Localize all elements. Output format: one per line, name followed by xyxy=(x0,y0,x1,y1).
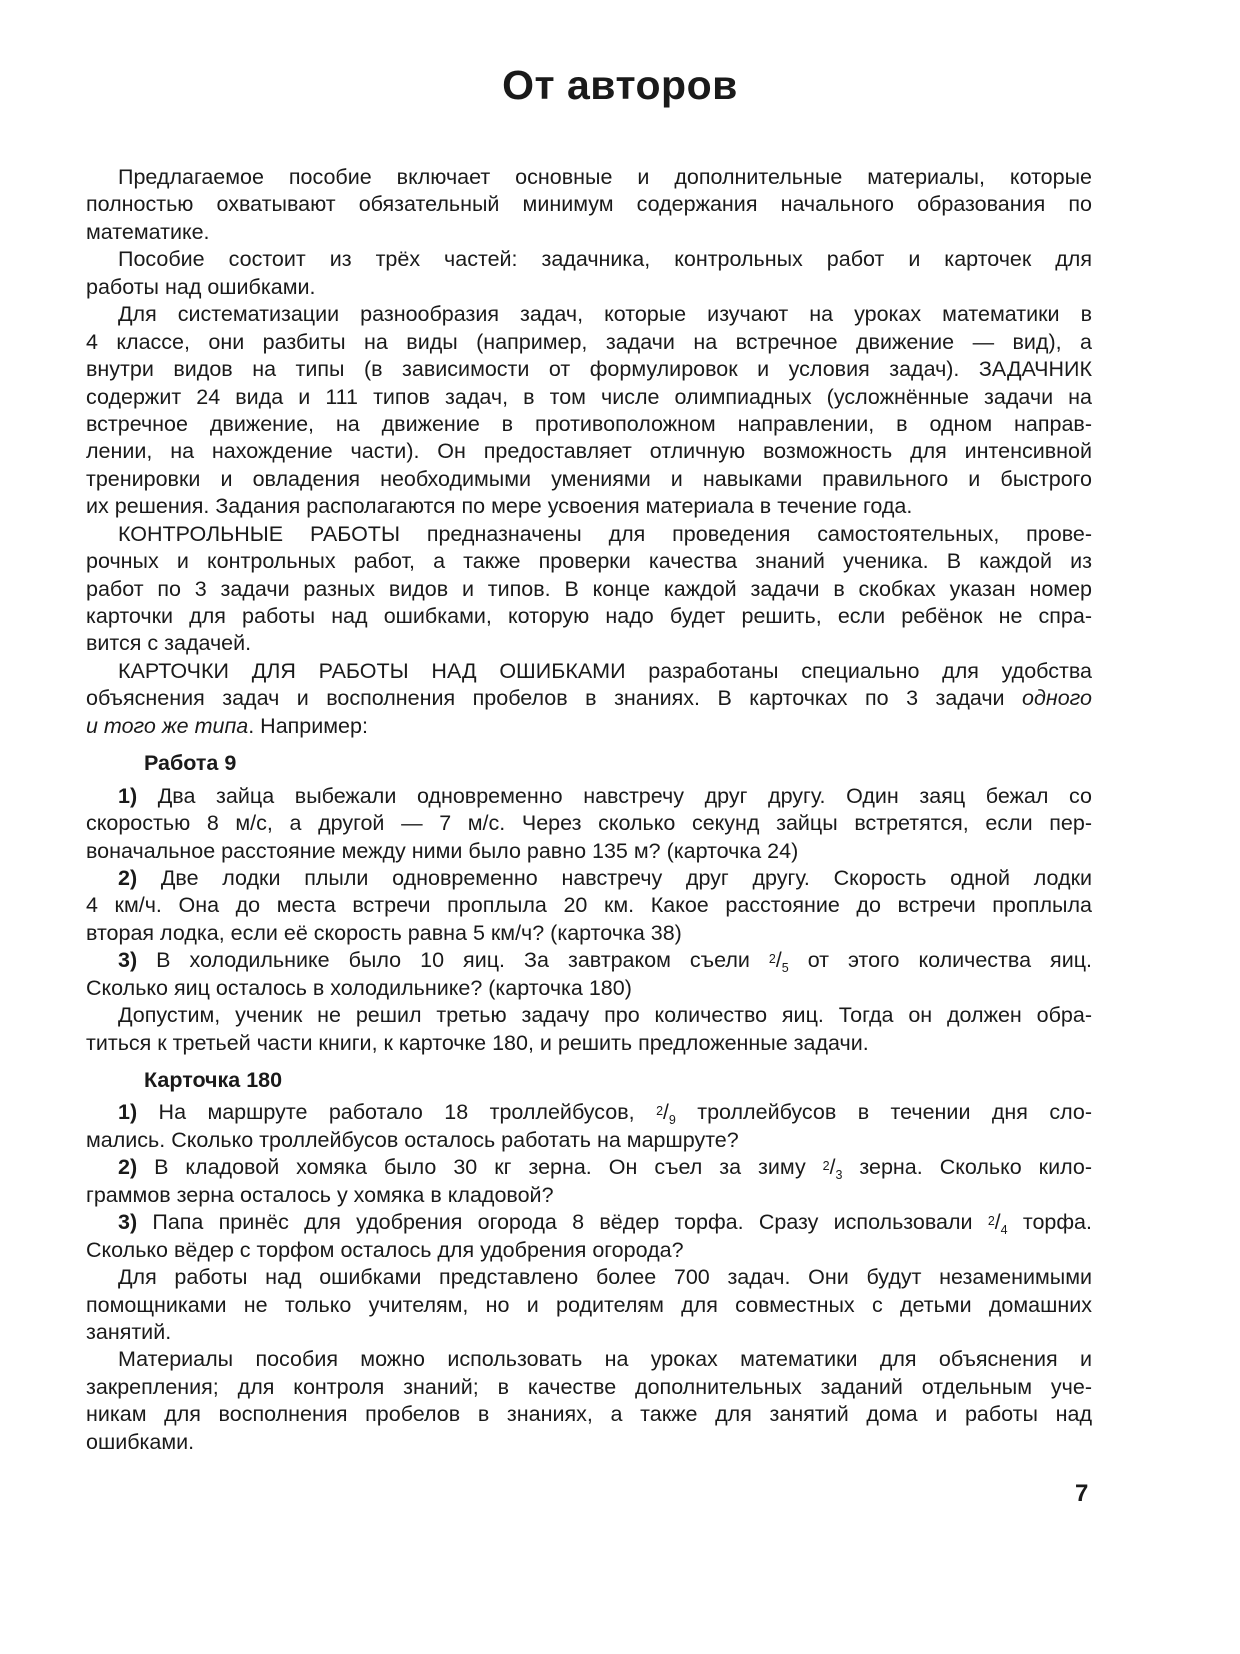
fraction-denominator: 4 xyxy=(1000,1223,1008,1238)
text-line xyxy=(86,1182,1092,1209)
text-line xyxy=(86,548,1092,575)
fraction xyxy=(988,1209,1008,1239)
item-number: 3) xyxy=(118,1210,138,1235)
text-line xyxy=(86,1209,1092,1236)
text-run: На маршруте работало 18 троллейбусов, xyxy=(137,1100,657,1125)
text-line xyxy=(86,685,1092,712)
text-line xyxy=(86,1002,1092,1029)
text-run: Две лодки плыли одновременно навстречу друг другу. Скорость одной лодки xyxy=(137,865,1092,890)
text-run: троллейбусов в течении дня сло- xyxy=(675,1100,1092,1125)
text-run: КОНТРОЛЬНЫЕ РАБОТЫ предназначены для проведения самостоятельных, прове- xyxy=(118,521,1092,546)
text-run: скоростью 8 м/с, а другой — 7 м/с. Через сколько секунд зайцы встретятся, если пер- xyxy=(86,811,1092,836)
text-line xyxy=(86,356,1092,383)
paragraph xyxy=(86,1002,1092,1057)
text-line xyxy=(86,920,1092,947)
text-line xyxy=(86,1319,1092,1346)
item-number: 2) xyxy=(118,1155,138,1180)
text-line xyxy=(86,947,1092,974)
text-run: титься к третьей части книги, к карточке 180, и решить предложенные задачи. xyxy=(86,1030,869,1055)
item-number: 3) xyxy=(118,948,138,973)
text-line xyxy=(86,411,1092,438)
item-number: 1) xyxy=(118,783,138,808)
section-heading: Работа 9 xyxy=(144,751,237,776)
text-run: Сколько яиц осталось в холодильнике? (карточка 180) xyxy=(86,975,632,1000)
text-run: Два зайца выбежали одновременно навстречу друг другу. Один заяц бежал со xyxy=(137,783,1092,808)
text-run: КАРТОЧКИ ДЛЯ РАБОТЫ НАД ОШИБКАМИ разработаны специально для удобства xyxy=(118,658,1092,683)
text-run: Для работы над ошибками представлено более 700 задач. Они будут незаменимыми xyxy=(118,1265,1092,1290)
text-run: воначальное расстояние между ними было равно 135 м? (карточка 24) xyxy=(86,838,799,863)
text-line xyxy=(86,1264,1092,1291)
paragraph xyxy=(86,1154,1092,1209)
text-line xyxy=(86,1237,1092,1264)
text-line xyxy=(86,329,1092,356)
item-number: 2) xyxy=(118,865,138,890)
text-line xyxy=(86,521,1092,548)
paragraph xyxy=(86,1264,1092,1346)
text-line xyxy=(86,603,1092,630)
text-line xyxy=(86,576,1092,603)
text-line xyxy=(86,384,1092,411)
fraction-slash: / xyxy=(829,1156,836,1180)
text-line xyxy=(86,975,1092,1002)
item-number: 1) xyxy=(118,1100,138,1125)
document-body xyxy=(86,164,1092,1456)
text-run: рочных и контрольных работ, а также проверки качества знаний ученика. В каждой из xyxy=(86,549,1092,574)
paragraph xyxy=(86,1209,1092,1264)
text-line xyxy=(86,191,1092,218)
text-line xyxy=(86,1127,1092,1154)
text-line xyxy=(86,438,1092,465)
paragraph xyxy=(86,1099,1092,1154)
text-line xyxy=(86,1154,1092,1181)
text-line xyxy=(86,1346,1092,1373)
text-line xyxy=(86,892,1092,919)
text-line xyxy=(86,865,1092,892)
paragraph xyxy=(86,164,1092,246)
text-run: карточки для работы над ошибками, которую надо будет решить, если ребёнок не спра- xyxy=(86,604,1092,628)
text-line xyxy=(86,1401,1092,1428)
fraction-numerator: 2 xyxy=(768,952,776,967)
text-run: объяснения задач и восполнения пробелов в знаниях. В карточках по 3 задачи xyxy=(86,686,1023,711)
text-run: работы над ошибками. xyxy=(86,274,316,299)
text-line xyxy=(86,1030,1092,1057)
fraction xyxy=(823,1154,843,1184)
fraction xyxy=(769,947,789,977)
text-line xyxy=(86,274,1092,301)
text-run: граммов зерна осталось у хомяка в кладовой? xyxy=(86,1182,554,1207)
paragraph xyxy=(86,301,1092,521)
fraction-denominator: 9 xyxy=(668,1113,676,1128)
fraction-denominator: 3 xyxy=(835,1168,843,1183)
text-line xyxy=(86,466,1092,493)
fraction-slash: / xyxy=(994,1211,1001,1235)
text-run: помощниками не только учителям, но и родителям для совместных с детьми домашних xyxy=(86,1292,1092,1317)
fraction-slash: / xyxy=(775,949,782,973)
text-run: работ по 3 задачи разных видов и типов. В конце каждой задачи в скобках указан номер xyxy=(86,576,1092,601)
text-line xyxy=(86,630,1092,657)
text-line xyxy=(86,1429,1092,1456)
text-line xyxy=(86,838,1092,865)
text-run: математике. xyxy=(86,219,210,244)
page-number: 7 xyxy=(1075,1480,1089,1507)
text-run: от этого количества яиц. xyxy=(788,948,1092,973)
text-line xyxy=(86,658,1092,685)
text-run: Предлагаемое пособие включает основные и дополнительные материалы, которые xyxy=(118,165,1092,189)
text-run: Материалы пособия можно использовать на уроках математики для объяснения и xyxy=(118,1347,1092,1372)
fraction-slash: / xyxy=(663,1101,669,1125)
text-run: зерна. Сколько кило- xyxy=(842,1155,1092,1180)
text-run: Для систематизации разнообразия задач, которые изучают на уроках математики в xyxy=(118,302,1092,327)
text-line xyxy=(86,246,1092,273)
text-run: никам для восполнения пробелов в знаниях, а также для занятий дома и работы над xyxy=(86,1402,1092,1427)
text-run: 4 классе, они разбиты на виды (например, задачи на встречное движение — вид), а xyxy=(86,329,1092,354)
text-run: Пособие состоит из трёх частей: задачника, контрольных работ и карточек для xyxy=(118,247,1092,272)
text-run: Папа принёс для удобрения огорода 8 вёдер торфа. Сразу использовали xyxy=(137,1210,988,1235)
fraction-numerator: 2 xyxy=(987,1214,995,1229)
text-run: встречное движение, на движение в противоположном направлении, в одном направ- xyxy=(86,411,1092,436)
text-run: лении, на нахождение части). Он предоставляет отличную возможность для интенсивной xyxy=(86,439,1092,464)
section-heading: Карточка 180 xyxy=(144,1068,283,1092)
text-run: В холодильнике было 10 яиц. За завтраком съели xyxy=(137,948,769,973)
text-run: полностью охватывают обязательный минимум содержания начального образования по xyxy=(86,192,1092,217)
text-line xyxy=(86,301,1092,328)
text-run: тренировки и овладения необходимыми умениями и навыками правильного и быстрого xyxy=(86,466,1092,491)
page-title: От авторов xyxy=(502,62,738,108)
text-run: мались. Сколько троллейбусов осталось работать на маршруте? xyxy=(86,1127,739,1152)
fraction-numerator: 2 xyxy=(822,1159,830,1174)
paragraph xyxy=(86,658,1092,740)
text-line xyxy=(86,713,1092,740)
fraction xyxy=(656,1099,676,1129)
text-run: внутри видов на типы (в зависимости от формулировок и условия задач). ЗАДАЧНИК xyxy=(86,357,1092,382)
text-line xyxy=(86,1099,1092,1126)
text-run: Допустим, ученик не решил третью задачу про количество яиц. Тогда он должен обра- xyxy=(118,1003,1092,1028)
text-run: торфа. xyxy=(1007,1210,1092,1235)
text-run: содержит 24 вида и 111 типов задач, в том числе олимпиадных (усложнённые задачи на xyxy=(86,384,1092,409)
italic-text: одного xyxy=(1022,686,1092,711)
text-run: их решения. Задания располагаются по мере усвоения материала в течение года. xyxy=(86,494,913,519)
text-line xyxy=(86,783,1092,810)
paragraph xyxy=(86,865,1092,947)
text-line xyxy=(86,164,1092,191)
text-line xyxy=(86,1374,1092,1401)
fraction-denominator: 5 xyxy=(781,961,789,976)
text-line xyxy=(86,219,1092,246)
paragraph xyxy=(86,1346,1092,1456)
text-run: 4 км/ч. Она до места встречи проплыла 20 км. Какое расстояние до встречи проплыла xyxy=(86,893,1092,918)
text-line xyxy=(86,810,1092,837)
text-run: вится с задачей. xyxy=(86,631,252,656)
paragraph xyxy=(86,246,1092,301)
paragraph xyxy=(86,521,1092,658)
italic-text: и того же типа xyxy=(86,713,249,738)
text-run: занятий. xyxy=(86,1319,172,1344)
text-line xyxy=(86,493,1092,520)
text-run: ошибками. xyxy=(86,1429,195,1454)
text-run: вторая лодка, если её скорость равна 5 км/ч? (карточка 38) xyxy=(86,920,682,945)
paragraph xyxy=(86,947,1092,1002)
text-run: Сколько вёдер с торфом осталось для удобрения огорода? xyxy=(86,1237,684,1262)
fraction-numerator: 2 xyxy=(656,1104,664,1119)
paragraph xyxy=(86,783,1092,865)
text-run: закрепления; для контроля знаний; в качестве дополнительных заданий отдельным уче- xyxy=(86,1374,1092,1399)
text-run: В кладовой хомяка было 30 кг зерна. Он съел за зиму xyxy=(137,1155,823,1180)
text-line xyxy=(86,1292,1092,1319)
text-run: . Например: xyxy=(248,713,368,738)
